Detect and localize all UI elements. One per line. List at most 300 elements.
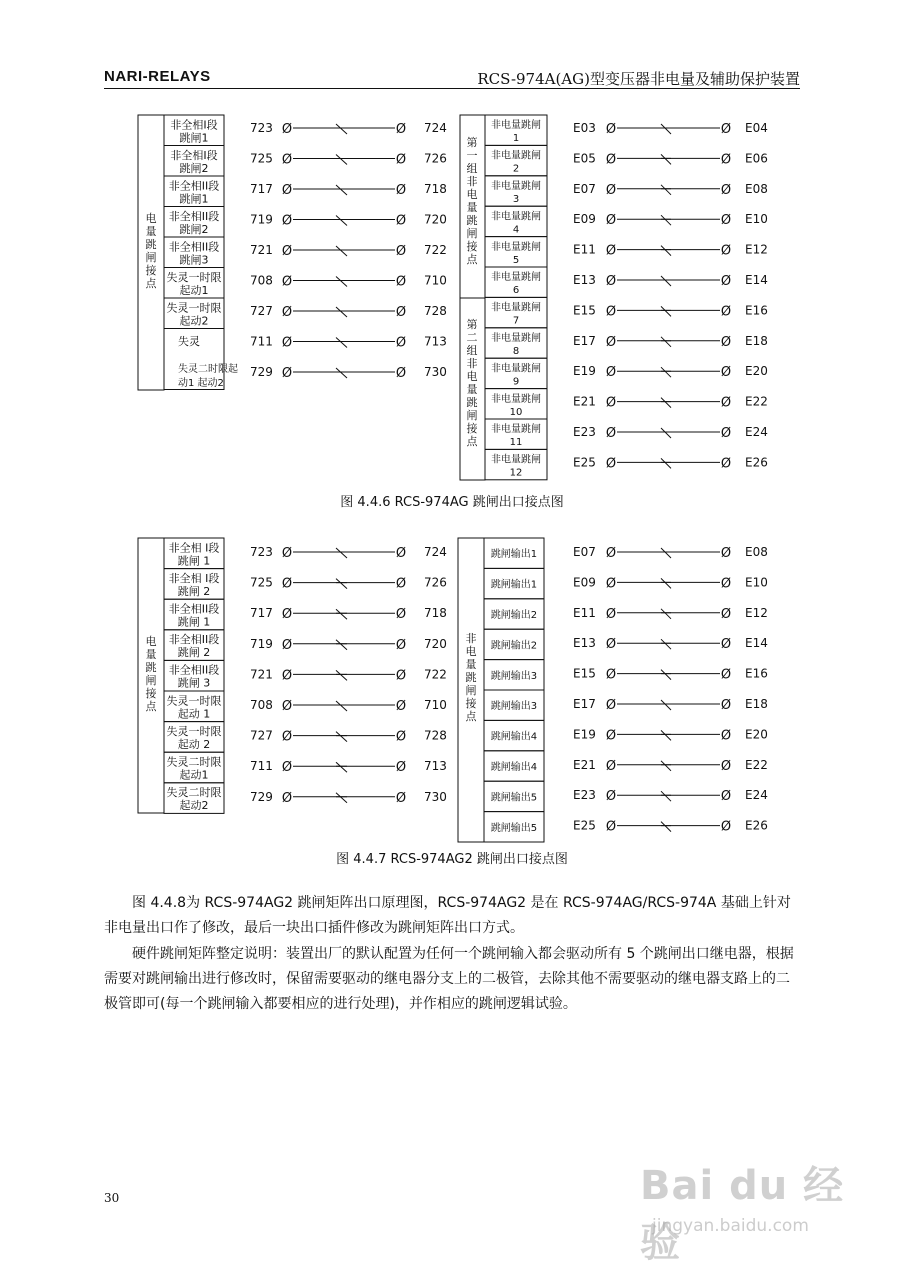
fig1-right-contact-5-switch	[661, 276, 671, 286]
fig2-right-contact-2-terminal-a: E11	[573, 605, 596, 620]
fig1-right-contact-3-terminal-a: E09	[573, 212, 596, 227]
fig1-right-contact-9-node-b: Ø	[720, 395, 732, 411]
fig2-right-contact-3-terminal-a: E13	[573, 636, 596, 651]
fig1-left-contact-4-switch	[336, 246, 347, 256]
fig1-left-contact-1-switch	[336, 155, 347, 165]
fig2-left-contact-0-terminal-b: 724	[424, 545, 447, 559]
fig1-left-label-4-line2: 跳闸3	[179, 253, 209, 267]
body-paragraph-1	[104, 891, 800, 941]
fig2-left-label-8-line1: 失灵二时限	[166, 786, 222, 800]
fig1-right-group1-label	[467, 136, 479, 266]
fig2-right-contact-1-terminal-b: E10	[745, 575, 768, 590]
fig2-left-contact-3-terminal-a: 719	[250, 636, 273, 651]
fig2-left-contact-8-terminal-b: 730	[424, 789, 447, 804]
fig1-right-label-8-line1: 非电量跳闸	[491, 363, 541, 375]
fig2-left-contact-7-node-b: Ø	[395, 760, 407, 776]
fig2-right-label-1-line1: 跳闸输出1	[490, 579, 538, 591]
fig2-left-contact-0-node-a: Ø	[281, 546, 293, 561]
fig2-right-contact-2-terminal-b: E12	[745, 605, 768, 620]
fig1-right-group2-label-char: 点	[466, 435, 478, 448]
fig1-left-contact-6-terminal-b: 728	[424, 304, 447, 318]
fig2-left-contact-6-terminal-a: 727	[250, 728, 273, 743]
fig1-right-contact-10-node-a: Ø	[605, 426, 617, 441]
fig2-right-contact-2-node-b: Ø	[720, 606, 732, 622]
fig1-right-label-6-line2: 7	[512, 315, 520, 327]
fig2-right-label-4-line1: 跳闸输出3	[490, 670, 538, 682]
fig1-right-contact-3-switch	[661, 215, 671, 225]
watermark-url: jingyan.baidu.com	[652, 1216, 809, 1236]
fig1-left-contact-6-switch	[336, 307, 347, 317]
fig1-right-contact-6-switch	[661, 306, 671, 316]
fig1-right-label-2-line1: 非电量跳闸	[491, 181, 541, 192]
fig1-right-label-1-line1: 非电量跳闸	[491, 150, 541, 162]
fig1-left-label-3-line2: 跳闸2	[179, 222, 209, 236]
watermark-brand: Bai du 经验	[640, 1163, 845, 1266]
fig2-right-label-2-line1: 跳闸输出2	[490, 610, 538, 621]
fig1-right-group1-label-char: 跳	[466, 214, 478, 227]
fig1-left-contact-8-node-b: Ø	[395, 366, 407, 381]
fig1-right-contact-1-node-b: Ø	[720, 152, 732, 168]
fig2-right-contact-0-node-b: Ø	[720, 546, 732, 561]
fig2-left-contact-5-switch	[336, 701, 347, 711]
fig1-overlap-t3: 动1 起动2	[178, 378, 224, 389]
fig2-left-label-3-line2: 跳闸 2	[177, 646, 211, 660]
fig1-right-contact-7-node-b: Ø	[720, 334, 732, 350]
fig2-right-contact-5-terminal-b: E18	[745, 697, 768, 711]
fig1-right-label-9-line2: 10	[509, 406, 523, 418]
fig2-left-contact-5-node-b: Ø	[395, 699, 407, 714]
fig2-left-label-6-line2: 起动 2	[177, 737, 211, 751]
fig2-left-label-7-line2: 起动1	[179, 768, 209, 782]
baidu-watermark	[640, 1150, 880, 1266]
fig1-left-group-label-char: 跳	[145, 238, 157, 251]
fig2-left-label-8-line2: 起动2	[179, 799, 209, 813]
fig1-right-contact-9-terminal-a: E21	[573, 394, 596, 409]
fig2-right-contact-4-node-a: Ø	[605, 667, 617, 683]
fig1-left-contact-1-terminal-a: 725	[250, 151, 273, 166]
fig2-left-label-1-line2: 跳闸 2	[177, 584, 211, 598]
fig2-left-contact-0-terminal-a: 723	[250, 545, 273, 559]
fig1-right-group1-label-char: 非	[466, 175, 478, 188]
fig1-left-contact-3-terminal-b: 720	[424, 212, 447, 227]
fig1-right-contact-9-switch	[661, 398, 671, 408]
fig1-left-contact-5-node-b: Ø	[395, 274, 407, 290]
fig2-right-group-label-char: 接	[465, 697, 477, 710]
fig1-right-label-5-line2: 6	[512, 285, 520, 297]
fig1-left-contact-7-terminal-a: 711	[250, 334, 273, 349]
fig1-left-contact-3-switch	[336, 216, 347, 226]
fig1-left-contact-0-switch	[336, 124, 347, 134]
fig2-left-contact-4-switch	[336, 670, 347, 680]
fig1-right-contact-11-terminal-b: E26	[745, 455, 768, 470]
fig2-left-contact-1-terminal-a: 725	[250, 575, 273, 590]
fig2-left-contact-8-terminal-a: 729	[250, 789, 273, 804]
fig1-left-contact-1-node-b: Ø	[395, 152, 407, 168]
fig1-right-group2-label	[467, 318, 479, 448]
fig2-right-label-9-line1: 跳闸输出5	[490, 822, 538, 834]
fig1-right-group1-label-char: 接	[466, 240, 478, 253]
fig2-right-contact-7-node-b: Ø	[720, 758, 732, 774]
fig1-right-contact-0-terminal-a: E03	[573, 121, 596, 135]
fig1-overlap-t1: 失灵	[178, 335, 200, 348]
fig1-right-contact-4-switch	[661, 246, 671, 256]
fig2-right-contact-8-node-a: Ø	[605, 789, 617, 805]
fig1-left-contact-2-node-b: Ø	[395, 183, 407, 198]
fig1-left-contact-6-node-a: Ø	[281, 305, 293, 320]
fig1-left-contact-4-node-b: Ø	[395, 244, 407, 259]
fig2-left-contact-7-switch	[336, 762, 347, 772]
fig1-left-label-2-line2: 跳闸1	[179, 192, 209, 206]
fig1-right-group2-label-char: 二	[466, 331, 478, 344]
page-number: 30	[104, 1191, 120, 1205]
fig1-right-group2-label-char: 量	[466, 383, 478, 396]
fig2-right-contact-1-terminal-a: E09	[573, 575, 596, 590]
fig2-right-contact-2-node-a: Ø	[605, 606, 617, 622]
fig1-right-contact-2-switch	[661, 185, 671, 195]
fig1-right-label-8-line2: 9	[512, 376, 520, 388]
fig2-right-contact-9-node-a: Ø	[605, 819, 617, 835]
fig1-left-contact-8-switch	[336, 368, 347, 378]
fig1-right-group1-label-char: 组	[466, 162, 478, 175]
fig2-left-contact-2-switch	[336, 609, 347, 619]
fig2-left-label-0-line1: 非全相 I段	[168, 541, 220, 555]
fig1-right-contact-8-switch	[661, 367, 671, 377]
fig2-left-label-3-line1: 非全相II段	[168, 633, 220, 647]
fig2-right-contact-3-node-a: Ø	[605, 637, 617, 653]
fig1-left-contact-7-switch	[336, 338, 347, 348]
fig1-right-label-2-line2: 3	[512, 194, 520, 205]
header-title: RCS-974A(AG)型变压器非电量及辅助保护装置	[477, 70, 800, 88]
fig1-left-contact-2-node-a: Ø	[281, 183, 293, 198]
fig2-left-contact-0-switch	[336, 548, 347, 558]
fig1-right-contact-5-terminal-b: E14	[745, 273, 768, 287]
fig1-right-label-10-line2: 11	[509, 437, 523, 449]
fig1-left-contact-0-node-a: Ø	[281, 122, 293, 137]
fig1-overlap-t2: 失灵二时限起	[178, 364, 238, 375]
fig1-right-label-0-line1: 非电量跳闸	[491, 120, 541, 132]
fig1-right-contact-8-terminal-b: E20	[745, 364, 768, 379]
fig2-left-group-label-char: 点	[145, 700, 157, 713]
fig1-right-contact-4-terminal-b: E12	[745, 242, 768, 257]
fig2-right-contact-3-node-b: Ø	[720, 637, 732, 653]
fig1-right-contact-6-terminal-b: E16	[745, 303, 768, 318]
fig1-right-contact-1-terminal-b: E06	[745, 151, 768, 166]
fig1-right-contact-2-terminal-b: E08	[745, 181, 768, 196]
fig1-left-label-6-line1: 失灵一时限	[166, 301, 222, 315]
fig2-left-label-5-line2: 起动 1	[177, 707, 211, 721]
fig1-right-label-7-line1: 非电量跳闸	[491, 333, 541, 344]
fig1-right-contact-3-node-b: Ø	[720, 213, 732, 229]
fig1-right-group2-label-char: 组	[466, 344, 478, 357]
fig2-left-contact-0-node-b: Ø	[395, 546, 407, 561]
fig2-right-contact-8-switch	[661, 791, 671, 801]
fig1-right-contact-4-terminal-a: E11	[573, 242, 596, 257]
fig2-left-label-4-line2: 跳闸 3	[177, 676, 211, 690]
fig1-left-contact-0-terminal-b: 724	[424, 121, 447, 135]
fig1-left-contact-2-terminal-a: 717	[250, 182, 273, 196]
fig2-left-group-label-char: 电	[145, 635, 157, 648]
fig2-left-contact-1-terminal-b: 726	[424, 575, 447, 590]
fig1-right-label-3-line2: 4	[512, 224, 520, 236]
fig2-right-contact-0-switch	[661, 548, 671, 558]
fig1-right-contact-0-node-b: Ø	[720, 122, 732, 137]
fig1-left-group-label-char: 量	[145, 225, 157, 238]
fig1-left-contact-5-terminal-b: 710	[424, 273, 447, 288]
fig2-right-label-5-line1: 跳闸输出3	[490, 701, 538, 713]
fig1-right-contact-11-node-b: Ø	[720, 456, 732, 472]
fig1-right-group2-label-char: 非	[466, 357, 478, 370]
fig2-left-label-5-line1: 失灵一时限	[166, 694, 222, 708]
fig2-right-contact-0-terminal-b: E08	[745, 545, 768, 559]
fig1-left-group-label-char: 电	[145, 212, 157, 225]
fig2-right-contact-7-switch	[661, 761, 671, 771]
fig1-right-contact-10-terminal-a: E23	[573, 425, 596, 439]
fig1-right-label-11-line1: 非电量跳闸	[491, 454, 541, 466]
fig2-left-contact-6-node-b: Ø	[395, 729, 407, 745]
fig2-right-group-label-char: 量	[465, 658, 477, 671]
fig1-right-contact-0-node-a: Ø	[605, 122, 617, 137]
fig1-right-label-6-line1: 非电量跳闸	[491, 302, 541, 314]
fig2-right-group-label-char: 闸	[465, 684, 477, 697]
fig1-left-contact-3-node-b: Ø	[395, 213, 407, 229]
fig2-left-contact-4-node-a: Ø	[281, 668, 293, 684]
fig1-right-group1-label-char: 点	[466, 253, 478, 266]
fig1-right-contact-2-terminal-a: E07	[573, 181, 596, 196]
fig2-right-contact-7-node-a: Ø	[605, 758, 617, 774]
fig2-left-group-label-char: 量	[145, 648, 157, 661]
fig1-left-contact-2-terminal-b: 718	[424, 182, 447, 196]
fig2-right-contact-5-switch	[661, 700, 671, 710]
fig2-left-contact-6-terminal-b: 728	[424, 728, 447, 743]
fig1-right-label-7-line2: 8	[512, 346, 520, 357]
fig2-right-contact-1-node-b: Ø	[720, 576, 732, 592]
fig2-right-label-8-line1: 跳闸输出5	[490, 792, 538, 804]
fig2-right-contact-7-terminal-a: E21	[573, 757, 596, 772]
fig2-right-contact-3-terminal-b: E14	[745, 636, 768, 651]
fig1-left-label-5-line1: 失灵一时限	[166, 270, 222, 284]
fig2-left-contact-2-terminal-b: 718	[424, 606, 447, 621]
fig1-right-contact-5-node-b: Ø	[720, 274, 732, 289]
fig2-left-contact-2-node-a: Ø	[281, 607, 293, 623]
fig2-left-label-4-line1: 非全相II段	[168, 663, 220, 677]
fig1-right-group2-label-char: 电	[466, 370, 478, 383]
fig1-right-contact-7-switch	[661, 337, 671, 347]
body-paragraph-2-text: 硬件跳闸矩阵整定说明：装置出厂的默认配置为任何一个跳闸输入都会驱动所有 5 个跳闸出口继电器，根据需要对跳闸输出进行修改时，保留需要驱动的继电器分支上的二极管，去除其他不需要驱动的继电器支路上的二极管即可(每一个跳闸输入都要相应的进行处理)，并作相应的跳闸逻辑试验。	[104, 946, 794, 1012]
fig1-right-contact-1-switch	[661, 154, 671, 164]
fig1-right-group2-label-char: 闸	[466, 409, 478, 422]
fig1-left-contact-0-terminal-a: 723	[250, 121, 273, 135]
fig2-right-contact-6-terminal-b: E20	[745, 727, 768, 742]
fig2-right-contact-6-terminal-a: E19	[573, 727, 596, 742]
fig1-right-contact-0-terminal-b: E04	[745, 121, 768, 135]
fig1-left-contact-4-terminal-b: 722	[424, 243, 447, 257]
fig2-right-contact-5-terminal-a: E17	[573, 697, 596, 711]
fig1-right-group2-label-char: 第	[466, 318, 478, 331]
fig2-right-contact-7-terminal-b: E22	[745, 757, 768, 772]
fig2-left-contact-8-node-a: Ø	[281, 790, 293, 806]
fig2-left-contact-4-terminal-b: 722	[424, 667, 447, 682]
fig2-right-contact-0-node-a: Ø	[605, 546, 617, 561]
fig2-right-contact-2-switch	[661, 609, 671, 619]
fig1-right-label-3-line1: 非电量跳闸	[491, 211, 541, 223]
fig2-left-contact-1-switch	[336, 579, 347, 589]
fig1-left-label-3-line1: 非全相II段	[168, 209, 220, 223]
fig1-left-contact-6-terminal-a: 727	[250, 304, 273, 318]
fig1-right-contact-8-node-a: Ø	[605, 365, 617, 381]
fig1-right-contact-6-node-b: Ø	[720, 304, 732, 320]
fig1-left-contact-5-switch	[336, 277, 347, 287]
fig1-left-contact-7-terminal-b: 713	[424, 334, 447, 349]
fig1-left-label-6-line2: 起动2	[179, 314, 209, 328]
fig1-right-contact-8-node-b: Ø	[720, 365, 732, 381]
fig2-left-contact-5-terminal-b: 710	[424, 698, 447, 712]
fig2-right-group-label-char: 电	[465, 645, 477, 658]
fig2-left-contact-5-node-a: Ø	[281, 699, 293, 714]
fig1-right-contact-7-terminal-b: E18	[745, 333, 768, 348]
fig2-left-contact-7-terminal-a: 711	[250, 759, 273, 774]
fig2-right-contact-9-terminal-b: E26	[745, 818, 768, 833]
fig1-left-group-label-char: 接	[145, 264, 157, 277]
fig2-right-group-label-char: 点	[465, 710, 477, 723]
fig1-right-label-9-line1: 非电量跳闸	[491, 393, 541, 405]
fig2-right-group-label-char: 非	[465, 632, 477, 645]
fig1-left-contact-6-node-b: Ø	[395, 305, 407, 320]
fig1-right-contact-3-terminal-b: E10	[745, 212, 768, 227]
fig2-left-group-label-char: 跳	[145, 661, 157, 674]
fig1-left-contact-2-switch	[336, 185, 347, 195]
fig2-right-contact-9-switch	[661, 822, 671, 832]
fig1-left-contact-8-node-a: Ø	[281, 366, 293, 381]
fig1-right-contact-11-node-a: Ø	[605, 456, 617, 472]
fig1-left-contact-0-node-b: Ø	[395, 122, 407, 137]
fig1-left-label-1-line2: 跳闸2	[179, 161, 209, 175]
fig1-right-label-11-line2: 12	[509, 467, 523, 479]
fig1-left-contact-8-terminal-a: 729	[250, 365, 273, 379]
fig1-right-contact-4-node-a: Ø	[605, 243, 617, 259]
fig2-right-label-3-line1: 跳闸输出2	[490, 640, 538, 652]
fig2-left-contact-2-terminal-a: 717	[250, 606, 273, 621]
fig2-left-label-6-line1: 失灵一时限	[166, 724, 222, 738]
fig1-right-label-4-line2: 5	[512, 254, 520, 266]
fig1-right-contact-7-node-a: Ø	[605, 334, 617, 350]
fig2-right-contact-8-terminal-b: E24	[745, 788, 768, 803]
fig1-left-contact-5-node-a: Ø	[281, 274, 293, 290]
fig2-right-label-0-line1: 跳闸输出1	[490, 549, 538, 561]
fig2-left-contact-7-terminal-b: 713	[424, 759, 447, 774]
figure-1-caption: 图 4.4.6 RCS-974AG 跳闸出口接点图	[340, 495, 564, 510]
fig2-right-group-label-char: 跳	[465, 671, 477, 684]
fig1-right-contact-9-terminal-b: E22	[745, 394, 768, 409]
fig2-left-contact-6-switch	[336, 732, 347, 742]
fig2-right-contact-8-node-b: Ø	[720, 789, 732, 805]
fig2-left-contact-3-node-a: Ø	[281, 637, 293, 653]
fig1-left-contact-1-terminal-b: 726	[424, 151, 447, 166]
fig1-right-group1-label-char: 闸	[466, 227, 478, 240]
fig2-right-label-6-line1: 跳闸输出4	[490, 731, 538, 743]
body-paragraph-2	[104, 942, 800, 1017]
fig2-left-contact-5-terminal-a: 708	[250, 698, 273, 712]
fig1-left-label-5-line2: 起动1	[179, 283, 209, 297]
fig1-right-contact-7-terminal-a: E17	[573, 333, 596, 348]
fig1-left-contact-7-node-a: Ø	[281, 335, 293, 351]
fig2-right-contact-1-switch	[661, 578, 671, 588]
fig1-right-contact-10-node-b: Ø	[720, 426, 732, 441]
fig2-left-contact-2-node-b: Ø	[395, 607, 407, 623]
fig1-right-contact-11-terminal-a: E25	[573, 455, 596, 470]
fig2-right-contact-4-node-b: Ø	[720, 667, 732, 683]
fig2-right-contact-3-switch	[661, 639, 671, 649]
fig1-right-contact-4-node-b: Ø	[720, 243, 732, 259]
fig2-left-contact-3-terminal-b: 720	[424, 636, 447, 651]
figure-2-caption: 图 4.4.7 RCS-974AG2 跳闸出口接点图	[336, 852, 568, 867]
fig1-right-label-5-line1: 非电量跳闸	[491, 272, 541, 284]
fig2-right-label-7-line1: 跳闸输出4	[490, 762, 538, 773]
fig2-right-contact-9-node-b: Ø	[720, 819, 732, 835]
fig1-left-group-label-char: 闸	[145, 251, 157, 264]
fig1-left-contact-1-node-a: Ø	[281, 152, 293, 168]
fig2-left-label-0-line2: 跳闸 1	[177, 554, 211, 568]
fig1-left-contact-3-node-a: Ø	[281, 213, 293, 229]
body-paragraph-1-text: 图 4.4.8为 RCS-974AG2 跳闸矩阵出口原理图，RCS-974AG2 是在 RCS-974AG/RCS-974A 基础上针对非电量出口作了修改，最后一块出口插件修改为跳闸矩阵出口方式。	[104, 895, 791, 936]
fig1-right-contact-8-terminal-a: E19	[573, 364, 596, 379]
fig2-left-label-2-line1: 非全相II段	[168, 602, 220, 616]
fig1-left-label-0-line2: 跳闸1	[179, 131, 209, 145]
fig1-left-label-0-line1: 非全相I段	[170, 118, 218, 132]
fig1-right-contact-2-node-b: Ø	[720, 182, 732, 198]
fig1-left-group-label	[146, 211, 158, 290]
fig2-left-contact-3-node-b: Ø	[395, 637, 407, 653]
fig2-right-contact-5-node-a: Ø	[605, 698, 617, 713]
fig2-left-group-label-char: 闸	[145, 674, 157, 687]
fig1-right-group2-label-char: 跳	[466, 396, 478, 409]
fig1-left-contact-4-terminal-a: 721	[250, 243, 273, 257]
fig2-right-contact-0-terminal-a: E07	[573, 545, 596, 559]
fig1-left-contact-8-terminal-b: 730	[424, 365, 447, 379]
fig2-right-contact-6-switch	[661, 730, 671, 740]
fig1-right-label-4-line1: 非电量跳闸	[491, 241, 541, 253]
fig1-right-contact-1-node-a: Ø	[605, 152, 617, 168]
fig2-left-contact-4-terminal-a: 721	[250, 667, 273, 682]
fig2-right-contact-6-node-a: Ø	[605, 728, 617, 744]
fig1-left-contact-3-terminal-a: 719	[250, 212, 273, 227]
fig2-left-contact-7-node-a: Ø	[281, 760, 293, 776]
fig2-right-contact-9-terminal-a: E25	[573, 818, 596, 833]
fig2-right-contact-6-node-b: Ø	[720, 728, 732, 744]
fig1-right-contact-5-terminal-a: E13	[573, 273, 596, 287]
fig1-right-group1-label-char: 电	[466, 188, 478, 201]
fig1-right-contact-9-node-a: Ø	[605, 395, 617, 411]
fig2-left-label-7-line1: 失灵二时限	[166, 755, 222, 769]
fig2-right-group-label	[466, 631, 478, 723]
fig2-left-contact-4-node-b: Ø	[395, 668, 407, 684]
fig1-right-contact-6-node-a: Ø	[605, 304, 617, 320]
fig2-right-contact-8-terminal-a: E23	[573, 788, 596, 803]
fig2-left-contact-1-node-b: Ø	[395, 576, 407, 592]
fig1-left-label-2-line1: 非全相II段	[168, 179, 220, 193]
fig2-left-group-label-char: 接	[145, 687, 157, 700]
fig2-right-contact-1-node-a: Ø	[605, 576, 617, 592]
fig1-right-contact-0-switch	[661, 124, 671, 134]
fig1-right-label-0-line2: 1	[512, 133, 520, 145]
fig2-left-label-2-line2: 跳闸 1	[177, 615, 211, 629]
fig2-left-contact-1-node-a: Ø	[281, 576, 293, 592]
fig1-right-group1-label-char: 一	[466, 149, 478, 162]
fig1-right-group1-label-char: 第	[466, 136, 478, 149]
fig1-left-label-4-line1: 非全相II段	[168, 240, 220, 254]
fig1-right-label-1-line2: 2	[512, 163, 520, 175]
fig1-right-contact-6-terminal-a: E15	[573, 303, 596, 318]
fig1-left-contact-5-terminal-a: 708	[250, 273, 273, 288]
